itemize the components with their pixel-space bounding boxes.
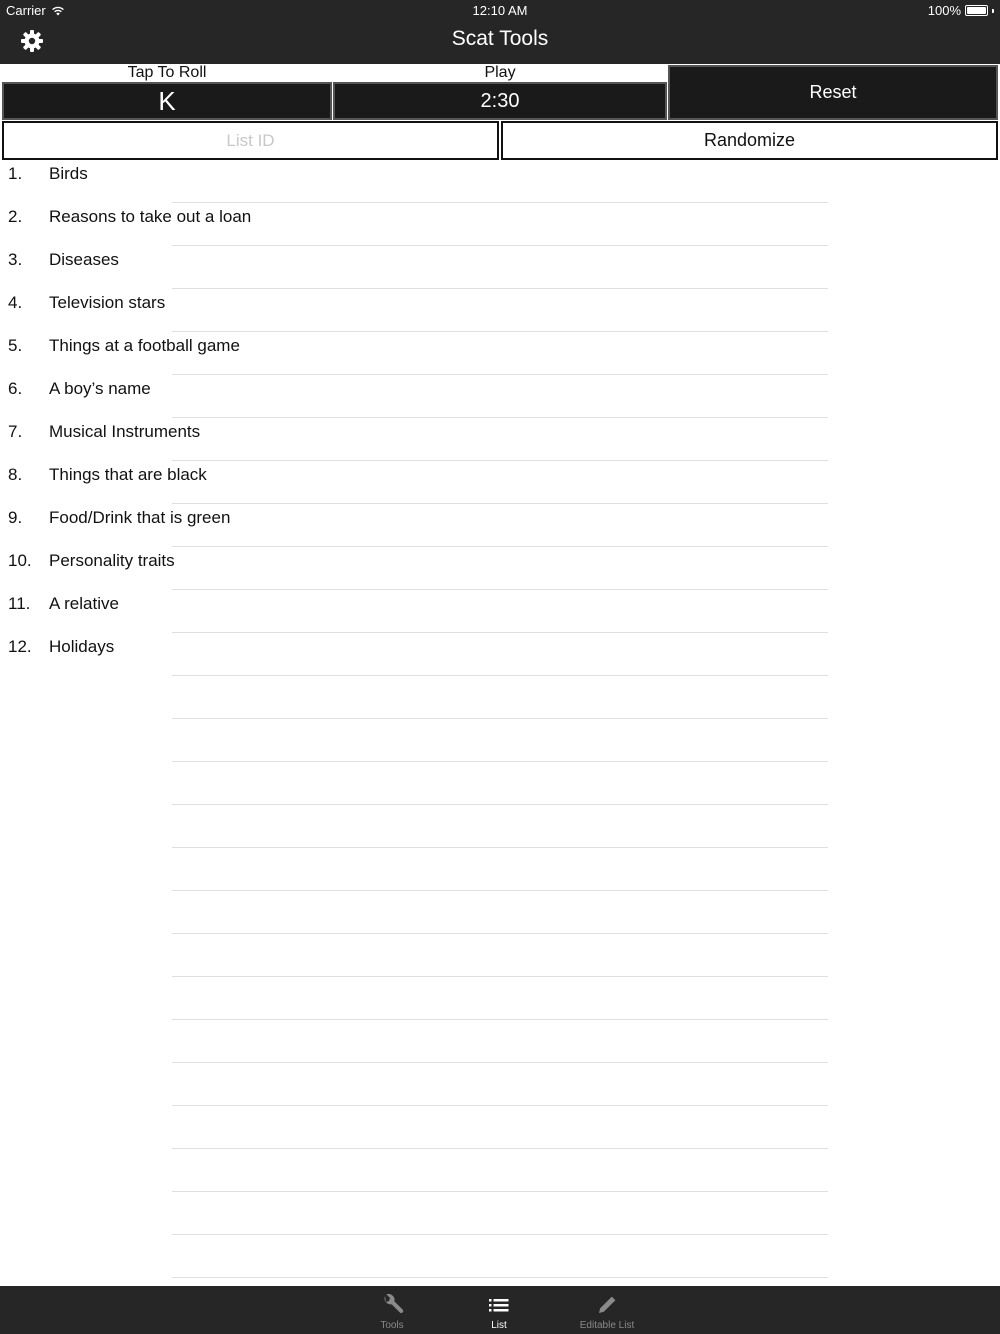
list-item-number: 7. [8, 422, 23, 441]
battery-percent: 100% [927, 3, 961, 18]
navigation-bar [0, 20, 1000, 64]
list-item-label: Birds [49, 164, 88, 183]
list-item [0, 547, 1000, 590]
tab-editable-list[interactable] [567, 1286, 647, 1334]
list-icon [486, 1292, 512, 1318]
list-item-label: Personality traits [49, 551, 175, 570]
roll-caption: Tap To Roll [127, 64, 207, 81]
reset-button[interactable]: Reset [668, 65, 998, 120]
empty-answer-row [0, 719, 1000, 762]
list-item [0, 332, 1000, 375]
list-item-label: Musical Instruments [49, 422, 201, 441]
list-item [0, 160, 1000, 203]
list-item-number: 3. [8, 250, 23, 269]
list-item-number: 8. [8, 465, 23, 484]
list-item-number: 11. [8, 594, 31, 613]
list-item [0, 246, 1000, 289]
play-timer-button[interactable]: 2:30 [333, 82, 667, 120]
list-item-number: 5. [8, 336, 23, 355]
status-bar [0, 0, 1000, 20]
empty-answer-row [0, 676, 1000, 719]
empty-answer-row [0, 934, 1000, 977]
carrier-label: Carrier [6, 3, 46, 18]
list-item [0, 461, 1000, 504]
battery-indicator [928, 3, 994, 18]
empty-answer-row [0, 1106, 1000, 1149]
play-caption: Play [484, 64, 516, 81]
list-item-label: Television stars [49, 293, 166, 312]
list-item-number: 12. [8, 637, 32, 656]
list-item-number: 10. [8, 551, 32, 570]
battery-icon [965, 5, 988, 16]
answer-line [172, 1277, 828, 1278]
page-title: Scat Tools [451, 27, 549, 50]
randomize-button[interactable]: Randomize [501, 121, 998, 160]
list-item-label: A relative [49, 594, 119, 613]
list-item-number: 2. [8, 207, 23, 226]
list-item-label: Things that are black [49, 465, 207, 484]
list-item [0, 418, 1000, 461]
empty-answer-row [0, 977, 1000, 1020]
list-item [0, 633, 1000, 676]
list-item-label: Diseases [49, 250, 119, 269]
list-item-number: 6. [8, 379, 23, 398]
empty-answer-row [0, 891, 1000, 934]
tab-bar [0, 1286, 1000, 1334]
list-item [0, 375, 1000, 418]
tab-list[interactable] [459, 1286, 539, 1334]
empty-answer-row [0, 762, 1000, 805]
list-item-number: 9. [8, 508, 23, 527]
list-item-label: Things at a football game [49, 336, 240, 355]
list-item [0, 203, 1000, 246]
tab-tools[interactable] [352, 1286, 432, 1334]
list-item-number: 1. [8, 164, 23, 183]
pencil-icon [594, 1292, 620, 1318]
list-item-label: A boy’s name [49, 379, 151, 398]
empty-answer-row [0, 1020, 1000, 1063]
list-item [0, 590, 1000, 633]
empty-answer-row [0, 1149, 1000, 1192]
tab-editable-list-label: Editable List [579, 1320, 635, 1331]
category-list [0, 160, 1000, 1278]
list-item-number: 4. [8, 293, 23, 312]
tab-list-label: List [491, 1320, 507, 1331]
tab-tools-label: Tools [380, 1320, 404, 1331]
list-item [0, 289, 1000, 332]
roll-letter-button[interactable]: K [2, 82, 332, 120]
empty-answer-row [0, 1063, 1000, 1106]
status-time: 12:10 AM [472, 3, 528, 18]
game-controls [0, 64, 1000, 122]
wrench-icon [379, 1292, 405, 1318]
empty-answer-row [0, 1192, 1000, 1235]
empty-answer-row [0, 1235, 1000, 1278]
empty-answer-row [0, 805, 1000, 848]
empty-answer-row [0, 848, 1000, 891]
list-item-label: Holidays [49, 637, 115, 656]
list-item [0, 504, 1000, 547]
list-item-label: Food/Drink that is green [49, 508, 231, 527]
list-id-input[interactable] [2, 121, 499, 160]
list-item-label: Reasons to take out a loan [49, 207, 252, 226]
